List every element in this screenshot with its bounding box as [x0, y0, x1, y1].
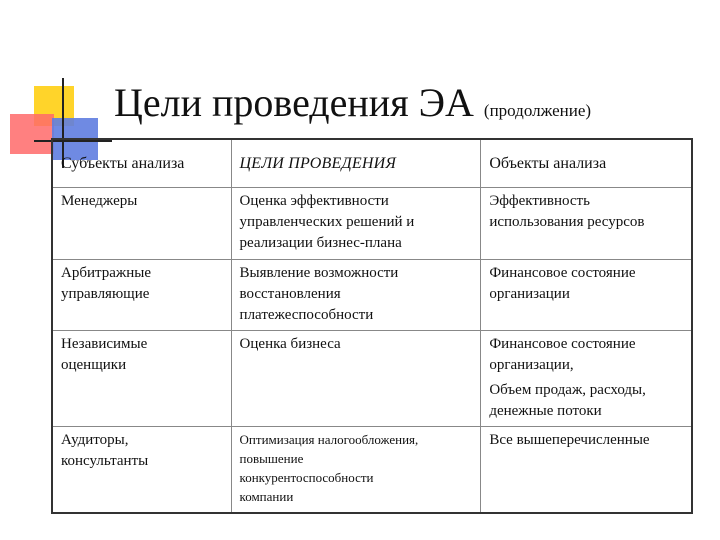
table-row: [52, 427, 692, 513]
cell-object: [481, 427, 692, 513]
cell-line: Финансовое состояние: [489, 336, 636, 352]
slide-title-text: Цели проведения ЭА: [114, 80, 474, 125]
cell-line: организации,: [489, 357, 574, 373]
cell-line: компании: [239, 489, 294, 504]
slide-subtitle: (продолжение): [483, 101, 592, 120]
cell-line: Объем продаж, расходы,: [489, 382, 646, 398]
cell-line: использования ресурсов: [489, 214, 645, 230]
decor-red-square: [10, 114, 54, 154]
cell-line: денежные потоки: [489, 403, 602, 419]
header-objects: Объекты анализа: [481, 139, 692, 188]
cell-line: Финансовое состояние: [489, 265, 636, 281]
cell-subject: [52, 260, 231, 331]
slide-title: [114, 78, 591, 136]
cell-line: Оптимизация налогообложения,: [239, 432, 419, 447]
cell-line: Менеджеры: [61, 193, 138, 209]
cell-object: [481, 260, 692, 331]
header-goals: ЦЕЛИ ПРОВЕДЕНИЯ: [231, 139, 481, 188]
table-row: [52, 260, 692, 331]
cell-line: платежеспособности: [239, 307, 374, 323]
table-header-row: [52, 139, 692, 188]
cell-line: Оценка эффективности: [239, 193, 389, 209]
table-row: [52, 188, 692, 260]
cell-line: Оценка бизнеса: [239, 336, 341, 352]
cell-line: реализации бизнес-плана: [239, 235, 402, 251]
header-subjects: Субъекты анализа: [52, 139, 231, 188]
cell-line: Эффективность: [489, 193, 590, 209]
cell-line: восстановления: [239, 286, 341, 302]
cell-line: Выявление возможности: [239, 265, 399, 281]
cell-subject: [52, 331, 231, 427]
cell-line: оценщики: [61, 357, 127, 373]
cell-line: управляющие: [61, 286, 150, 302]
cell-line: Арбитражные: [61, 265, 152, 281]
cell-goal: [231, 260, 481, 331]
cell-line: конкурентоспособности: [239, 470, 374, 485]
cell-goal: [231, 331, 481, 427]
cell-line: повышение: [239, 451, 304, 466]
table-row: [52, 331, 692, 427]
cell-line: консультанты: [61, 453, 149, 469]
cell-line: Аудиторы,: [61, 432, 129, 448]
cell-subject: [52, 427, 231, 513]
cell-goal: [231, 427, 481, 513]
cell-line: Все вышеперечисленные: [489, 432, 650, 448]
cell-line: Независимые: [61, 336, 148, 352]
cell-goal: [231, 188, 481, 260]
cell-object: [481, 331, 692, 427]
cell-subject: [52, 188, 231, 260]
cell-object: [481, 188, 692, 260]
goals-table: [51, 138, 693, 514]
cell-line: управленческих решений и: [239, 214, 415, 230]
cell-line: организации: [489, 286, 570, 302]
